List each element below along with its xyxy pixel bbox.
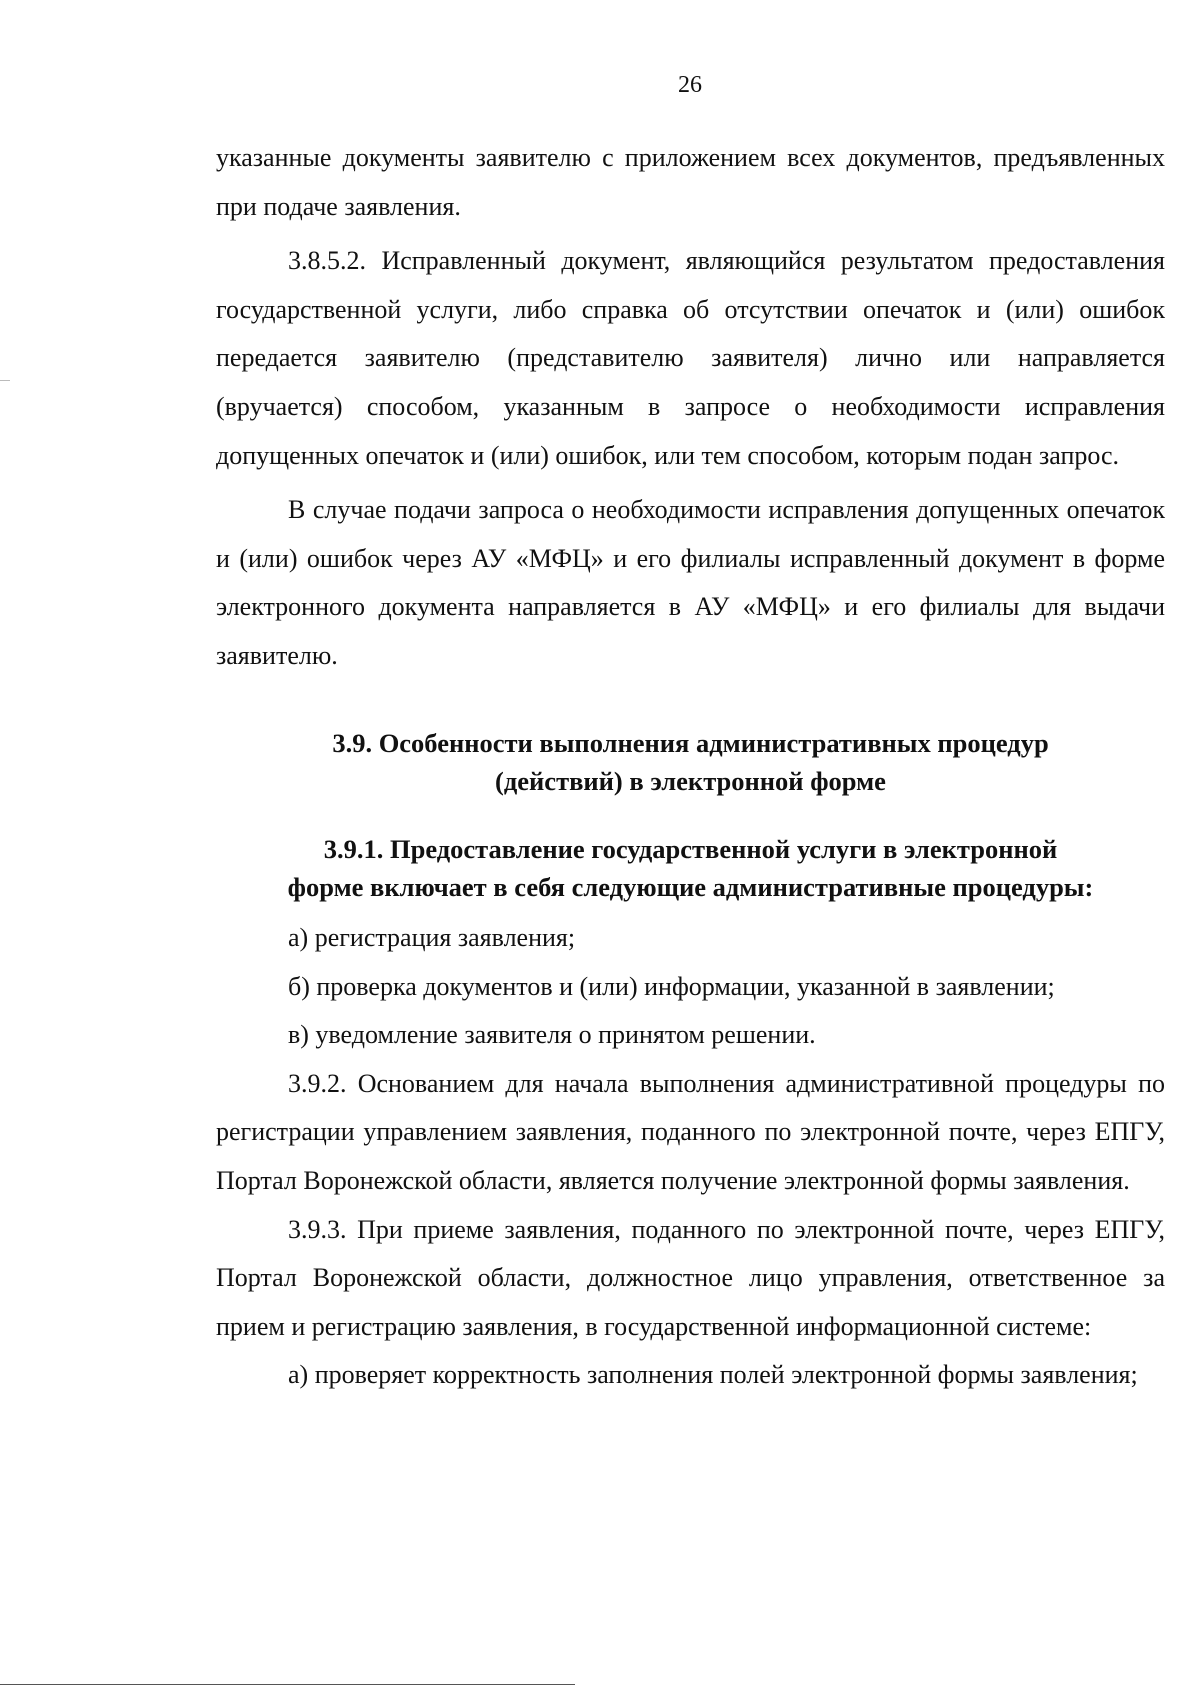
section-heading-3-9 [216, 724, 1165, 800]
paragraph-3-9-2: 3.9.2. Основанием для начала выполнения административной процедуры по регистрации управлением заявления, поданного по электронной почте, через ЕПГУ, Портал Воронежской области, является получение электронной формы заявления. [216, 1068, 1165, 1195]
list-item-c: в) уведомление заявителя о принятом решении. [288, 1020, 816, 1050]
section-heading-3-9-line2: (действий) в электронной форме [495, 766, 886, 796]
paragraph-mfc-case: В случае подачи запроса о необходимости исправления допущенных опечаток и (или) ошибок через АУ «МФЦ» и его филиалы исправленный документ в форме электронного документа направляется в АУ «МФЦ» и его филиалы для выдачи заявителю. [216, 495, 1165, 670]
paragraph-continuation: указанные документы заявителю с приложением всех документов, предъявленных при подаче заявления. [216, 143, 1165, 221]
subsection-heading-3-9-1-line1: 3.9.1. Предоставление государственной услуги в электронной [323, 834, 1058, 864]
subsection-heading-3-9-1-line2: форме включает в себя следующие административные процедуры: [287, 872, 1094, 902]
list-item-a: а) регистрация заявления; [288, 923, 576, 952]
paragraph-3-9-3: 3.9.3. При приеме заявления, поданного по электронной почте, через ЕПГУ, Портал Воронежской области, должностное лицо управления, ответственное за прием и регистрацию заявления, в государственной информационной системе: [216, 1214, 1165, 1341]
body-section-3-8-5-2 [216, 134, 1165, 681]
page-number: 26 [678, 72, 702, 98]
scan-margin-mark [0, 380, 10, 381]
section-heading-3-9-line1: 3.9. Особенности выполнения административных процедур [332, 728, 1049, 758]
list-item-b: б) проверка документов и (или) информации, указанной в заявлении; [288, 971, 1055, 1001]
scan-bottom-edge [0, 1684, 575, 1685]
subsection-heading-3-9-1 [216, 830, 1165, 906]
body-section-3-9 [216, 914, 1165, 1400]
paragraph-3-8-5-2: 3.8.5.2. Исправленный документ, являющийся результатом предоставления государственной услуги, либо справка об отсутствии опечаток и (или) ошибок передается заявителю (представителю заявителя) лично или направляется (вручается) способом, указанным в запросе о необходимости исправления допущенных опечаток и (или) ошибок, или тем способом, которым подан запрос. [216, 246, 1165, 470]
paragraph-3-9-3-a: а) проверяет корректность заполнения полей электронной формы заявления; [288, 1360, 1138, 1390]
